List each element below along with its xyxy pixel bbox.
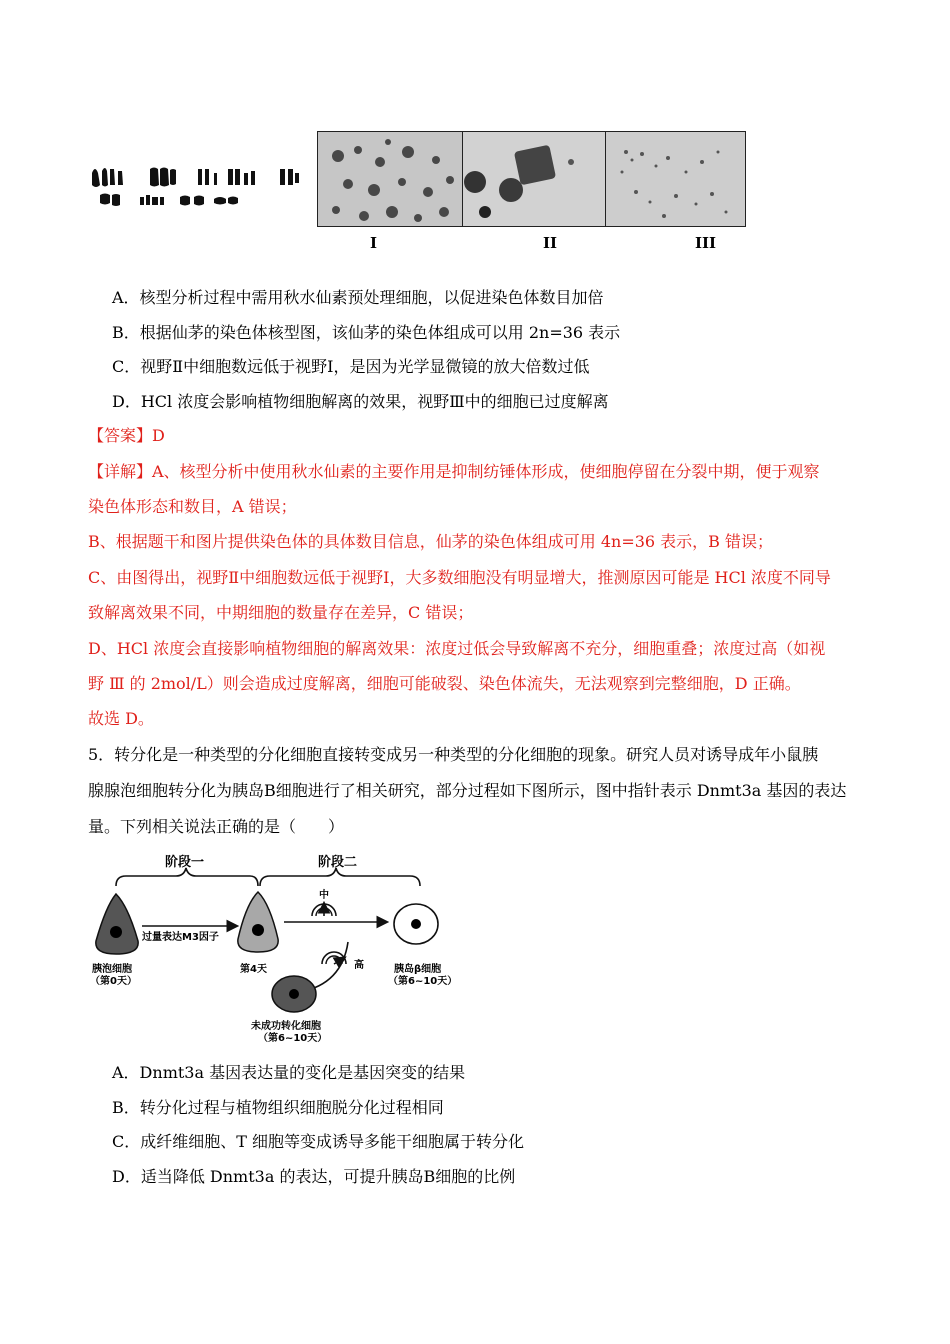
acinar-cell bbox=[96, 894, 138, 954]
arrow-label-m3: 过量表达M3因子 bbox=[142, 932, 219, 943]
view-label-3: III bbox=[695, 234, 717, 252]
q4-explain-line: 【详解】A、核型分析中使用秋水仙素的主要作用是抑制纺锤体形成，使细胞停留在分裂中期，便于观察 bbox=[88, 462, 820, 481]
q4-option-c: C．视野Ⅱ中细胞数远低于视野Ⅰ，是因为光学显微镜的放大倍数过低 bbox=[112, 357, 590, 376]
stage1-label: 阶段一 bbox=[165, 855, 205, 870]
q4-explain-line: B、根据题干和图片提供染色体的具体数目信息，仙茅的染色体组成可用 4n=36 表示，B 错误； bbox=[88, 532, 774, 551]
failed-cell-day: （第6~10天） bbox=[258, 1033, 328, 1044]
microscope-view-3 bbox=[605, 131, 746, 227]
gauge-mid-label: 中 bbox=[319, 890, 329, 901]
q5-option-c: C．成纤维细胞、T 细胞等变成诱导多能干细胞属于转分化 bbox=[112, 1132, 525, 1151]
q5-option-b: B．转分化过程与植物组织细胞脱分化过程相同 bbox=[112, 1098, 444, 1117]
stage2-label: 阶段二 bbox=[318, 855, 358, 870]
q4-answer: 【答案】D bbox=[88, 426, 165, 445]
q4-explain-line: D、HCl 浓度会直接影响植物细胞的解离效果：浓度过低会导致解离不充分，细胞重叠；浓度过高（如视 bbox=[88, 639, 826, 658]
q4-explain-line: 染色体形态和数目，A 错误； bbox=[88, 497, 297, 516]
q5-stem-line: 量。下列相关说法正确的是（ ） bbox=[88, 817, 345, 836]
failed-cell-label: 未成功转化细胞 bbox=[251, 1021, 321, 1032]
karyotype-image bbox=[88, 155, 313, 215]
acinar-cell-label: 胰泡细胞 bbox=[92, 964, 132, 975]
q5-option-a: A．Dnmt3a 基因表达量的变化是基因突变的结果 bbox=[112, 1063, 466, 1082]
q4-explain-line: C、由图得出，视野Ⅱ中细胞数远低于视野Ⅰ，大多数细胞没有明显增大，推测原因可能是 HCl 浓度不同导 bbox=[88, 568, 831, 587]
view-label-1: I bbox=[370, 234, 378, 252]
q4-option-d: D．HCl 浓度会影响植物细胞解离的效果，视野Ⅲ中的细胞已过度解离 bbox=[112, 392, 609, 411]
microscope-view-1 bbox=[317, 131, 463, 227]
acinar-cell-day: （第0天） bbox=[90, 976, 137, 987]
transdifferentiation-diagram bbox=[80, 846, 460, 1046]
beta-cell-day: （第6~10天） bbox=[388, 976, 458, 987]
q4-explain-line: 故选 D。 bbox=[88, 709, 154, 728]
gauge-high-label: 高 bbox=[354, 960, 364, 971]
q5-stem-line: 5．转分化是一种类型的分化细胞直接转变成另一种类型的分化细胞的现象。研究人员对诱导成年小鼠胰 bbox=[88, 745, 819, 764]
q4-option-b: B．根据仙茅的染色体核型图，该仙茅的染色体组成可以用 2n=36 表示 bbox=[112, 323, 621, 342]
beta-cell-label: 胰岛β细胞 bbox=[394, 964, 442, 975]
q4-explain-line: 野 Ⅲ 的 2mol/L）则会造成过度解离，细胞可能破裂、染色体流失，无法观察到完整细胞，D 正确。 bbox=[88, 674, 801, 693]
q5-stem-line: 腺腺泡细胞转分化为胰岛Β细胞进行了相关研究，部分过程如下图所示，图中指针表示 Dnmt3a 基因的表达 bbox=[88, 781, 847, 800]
q4-explain-line: 致解离效果不同，中期细胞的数量存在差异，C 错误； bbox=[88, 603, 474, 622]
microscope-view-2 bbox=[462, 131, 606, 227]
day4-cell-label: 第4天 bbox=[240, 964, 267, 975]
q5-option-d: D．适当降低 Dnmt3a 的表达，可提升胰岛Β细胞的比例 bbox=[112, 1167, 516, 1186]
q4-option-a: A．核型分析过程中需用秋水仙素预处理细胞，以促进染色体数目加倍 bbox=[112, 288, 604, 307]
day4-cell bbox=[238, 892, 278, 952]
view-label-2: II bbox=[543, 234, 558, 252]
